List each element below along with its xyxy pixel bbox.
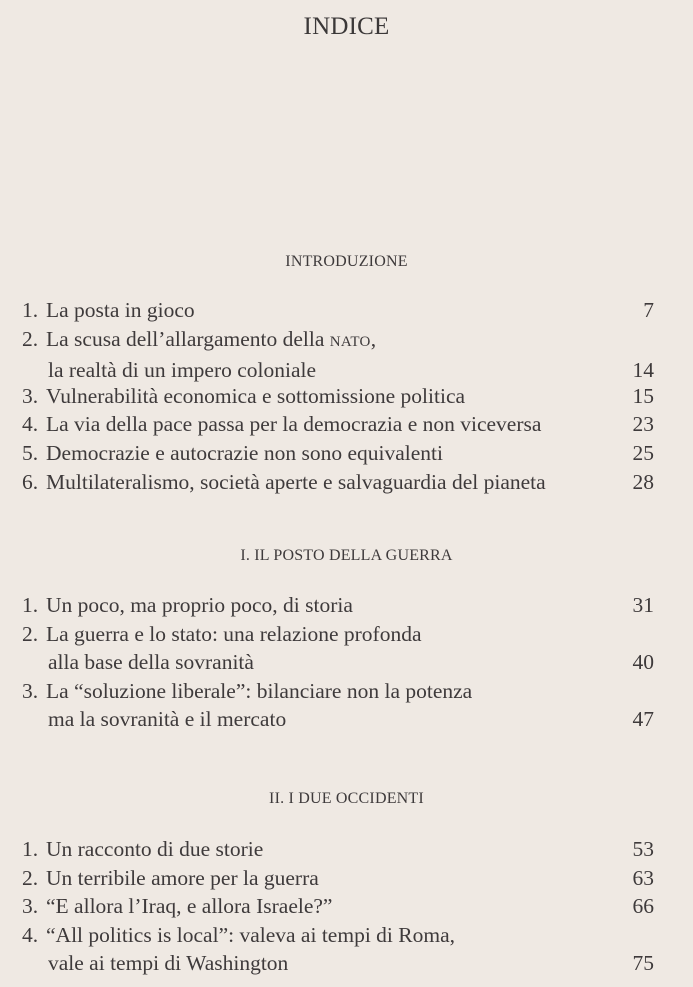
entry-page-number: 7 xyxy=(643,298,654,322)
entry-line xyxy=(22,439,654,468)
entry-title: Un terribile amore per la guerra xyxy=(46,865,319,890)
entry-line xyxy=(22,325,654,357)
toc-entry xyxy=(22,864,654,893)
entry-line xyxy=(22,468,654,497)
entry-page-number: 63 xyxy=(632,865,654,890)
entry-line-continuation xyxy=(22,648,654,677)
entry-number: 1. xyxy=(22,837,39,861)
entry-number: 3. xyxy=(22,383,39,408)
entry-page-number: 31 xyxy=(632,593,654,617)
entry-line xyxy=(22,921,654,950)
entry-title: La “soluzione liberale”: bilanciare non la potenza xyxy=(46,678,473,703)
entry-title: Un poco, ma proprio poco, di storia xyxy=(46,593,353,617)
entry-acronym-suffix: , xyxy=(370,326,377,351)
entry-line-continuation xyxy=(22,949,654,978)
page-title: INDICE xyxy=(303,13,390,40)
entry-title: La guerra e lo stato: una relazione profonda xyxy=(46,621,422,646)
entry-title: “E allora l’Iraq, e allora Israele?” xyxy=(46,894,333,919)
toc-entry xyxy=(22,591,654,620)
entry-number: 5. xyxy=(22,441,39,465)
entry-line-continuation xyxy=(22,356,654,385)
entry-line xyxy=(22,892,654,921)
entry-title: La scusa dell’allargamento della xyxy=(46,326,330,351)
toc-entry xyxy=(22,439,654,468)
section-heading-i-due-occidenti: II. I DUE OCCIDENTI xyxy=(269,790,424,807)
entry-number: 6. xyxy=(22,469,39,494)
entry-line xyxy=(22,864,654,893)
entry-title: Vulnerabilità economica e sottomissione politica xyxy=(46,383,466,408)
entry-page-number: 23 xyxy=(632,412,654,437)
toc-entry xyxy=(22,296,654,325)
entry-line xyxy=(22,677,654,706)
entry-line xyxy=(22,835,654,864)
entry-number: 2. xyxy=(22,621,39,646)
section-heading-il-posto-della-guerra: I. IL POSTO DELLA GUERRA xyxy=(240,547,453,564)
entry-page-number: 75 xyxy=(632,951,654,976)
entry-page-number: 25 xyxy=(632,441,654,465)
toc-entry xyxy=(22,382,654,411)
entry-page-number: 28 xyxy=(632,469,654,494)
entry-title: La via della pace passa per la democrazia e non viceversa xyxy=(46,412,542,437)
entry-page-number: 15 xyxy=(632,383,654,408)
toc-entry xyxy=(22,677,654,734)
toc-entry xyxy=(22,835,654,864)
entry-line-continuation xyxy=(22,705,654,734)
toc-entry xyxy=(22,620,654,677)
entry-title-continuation: ma la sovranità e il mercato xyxy=(48,707,287,732)
entry-title: Un racconto di due storie xyxy=(46,837,264,861)
entry-number: 3. xyxy=(22,678,39,703)
toc-entry xyxy=(22,325,654,385)
entry-title: Democrazie e autocrazie non sono equivalenti xyxy=(46,441,443,465)
entry-page-number: 40 xyxy=(632,650,654,675)
entry-line xyxy=(22,410,654,439)
entry-number: 1. xyxy=(22,593,39,617)
entry-number: 1. xyxy=(22,298,39,322)
toc-entry xyxy=(22,410,654,439)
entry-title: La posta in gioco xyxy=(46,298,195,322)
entry-title: Multilateralismo, società aperte e salvaguardia del pianeta xyxy=(46,469,546,494)
entry-number: 4. xyxy=(22,412,39,437)
entry-page-number: 66 xyxy=(632,894,654,919)
entry-number: 2. xyxy=(22,865,39,890)
entry-title-continuation: la realtà di un impero coloniale xyxy=(48,358,317,383)
entry-line xyxy=(22,591,654,620)
entry-page-number: 14 xyxy=(632,358,654,383)
entry-title: “All politics is local”: valeva ai tempi di Roma, xyxy=(46,922,455,947)
entry-line xyxy=(22,620,654,649)
entry-number: 2. xyxy=(22,326,39,351)
entry-page-number: 47 xyxy=(632,707,654,732)
entry-line xyxy=(22,382,654,411)
toc-entry xyxy=(22,892,654,921)
entry-title-continuation: alla base della sovranità xyxy=(48,650,254,675)
toc-entry xyxy=(22,921,654,978)
entry-page-number: 53 xyxy=(632,837,654,861)
toc-entry xyxy=(22,468,654,497)
entry-title-continuation: vale ai tempi di Washington xyxy=(48,951,289,976)
entry-acronym: NATO xyxy=(329,333,371,350)
entry-line xyxy=(22,296,654,325)
section-heading-introduzione: INTRODUZIONE xyxy=(285,253,408,270)
entry-number: 3. xyxy=(22,894,39,919)
entry-number: 4. xyxy=(22,922,39,947)
